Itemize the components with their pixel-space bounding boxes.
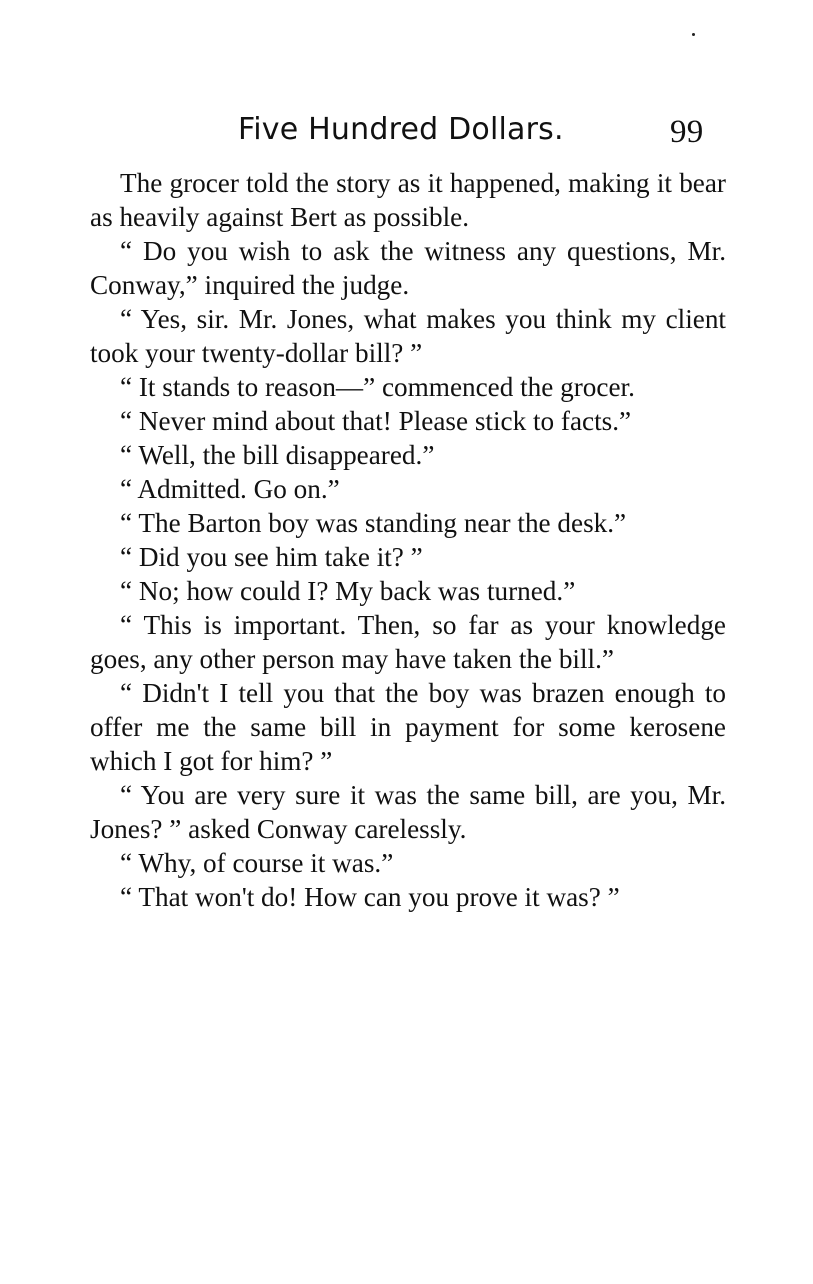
running-header <box>238 108 738 152</box>
page-number: 99 <box>670 114 704 150</box>
paragraph: “ This is important. Then, so far as your knowledge goes, any other person may have taken the bill.” <box>90 610 726 674</box>
paragraph: “ Do you wish to ask the witness any questions, Mr. Conway,” inquired the judge. <box>90 236 726 300</box>
body-text <box>90 166 726 914</box>
paragraph: “ The Barton boy was standing near the desk.” <box>120 508 627 538</box>
chapter-title: Five Hundred Dollars. <box>238 112 564 147</box>
paragraph: “ Well, the bill disappeared.” <box>120 440 435 470</box>
paragraph: “ Did you see him take it? ” <box>120 542 423 572</box>
paragraph: “ Why, of course it was.” <box>120 848 394 878</box>
print-speck <box>692 33 695 36</box>
paragraph: “ Admitted. Go on.” <box>120 474 340 504</box>
paragraph: “ That won't do! How can you prove it was? ” <box>120 882 620 912</box>
paragraph: “ You are very sure it was the same bill, are you, Mr. Jones? ” asked Conway carelessly. <box>90 780 726 844</box>
paragraph: “ It stands to reason—” commenced the grocer. <box>120 372 635 402</box>
paragraph: “ No; how could I? My back was turned.” <box>120 576 576 606</box>
paragraph: “ Yes, sir. Mr. Jones, what makes you think my client took your twenty-dollar bill? ” <box>90 304 726 368</box>
paragraph: “ Never mind about that! Please stick to facts.” <box>120 406 632 436</box>
paragraph: The grocer told the story as it happened, making it bear as heavily against Bert as possible. <box>90 168 726 232</box>
paragraph: “ Didn't I tell you that the boy was brazen enough to offer me the same bill in payment for some kerosene which I got for him? ” <box>90 678 726 776</box>
